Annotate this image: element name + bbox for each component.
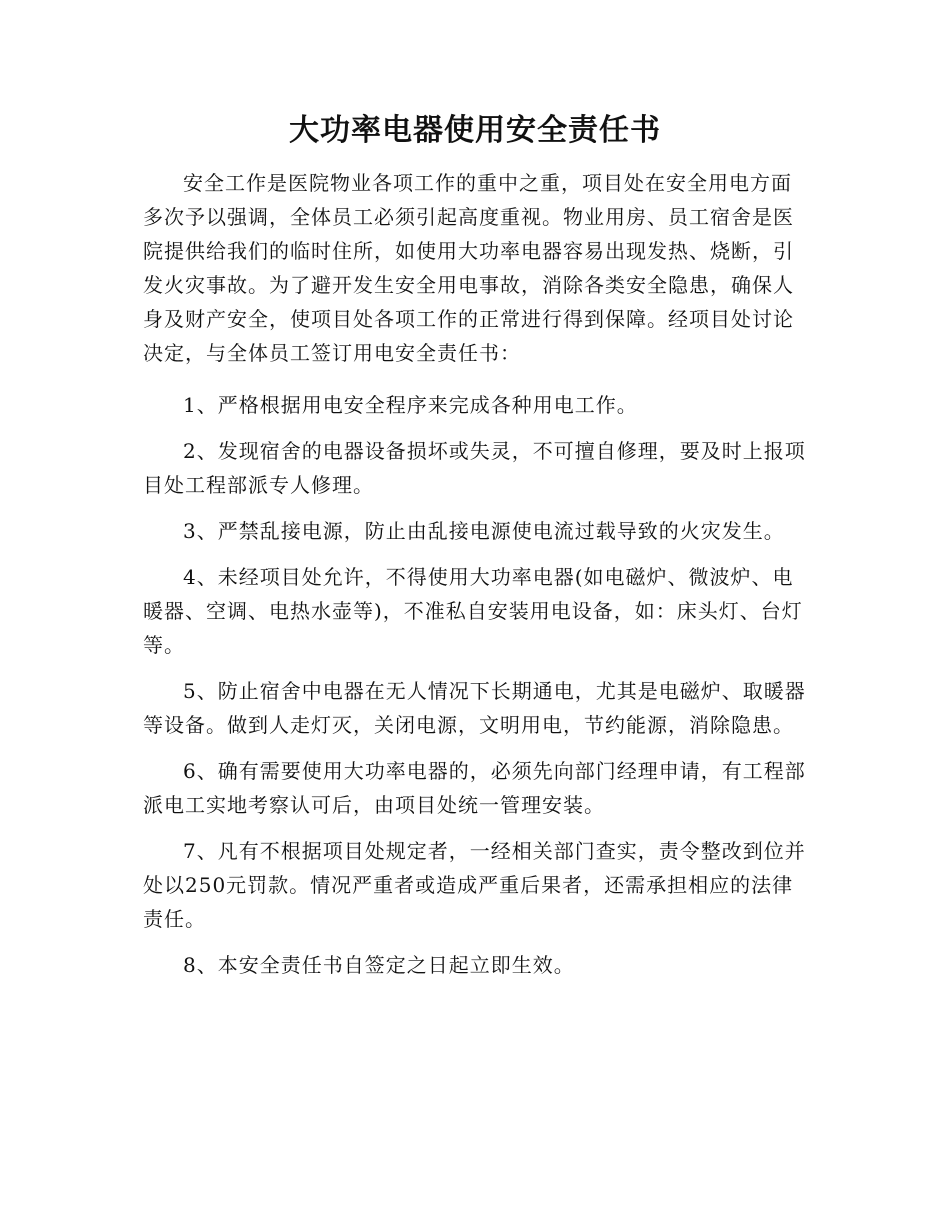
clause-3: 3、严禁乱接电源，防止由乱接电源使电流过载导致的火灾发生。 [183, 519, 785, 543]
document-title: 大功率电器使用安全责任书 [289, 113, 661, 148]
clause-4: 4、未经项目处允许，不得使用大功率电器(如电磁炉、微波炉、电暖器、空调、电热水壶等)，不准私自安装用电设备，如：床头灯、台灯等。 [143, 565, 803, 657]
clause-8: 8、本安全责任书自签定之日起立即生效。 [183, 953, 575, 977]
clause-5: 5、防止宿舍中电器在无人情况下长期通电，尤其是电磁炉、取暖器等设备。做到人走灯灭，关闭电源，文明用电，节约能源，消除隐患。 [143, 679, 806, 737]
clause-7: 7、凡有不根据项目处规定者，一经相关部门查实，责令整改到位并处以250元罚款。情况严重者或造成严重后果者，还需承担相应的法律责任。 [143, 839, 806, 931]
clause-2: 2、发现宿舍的电器设备损坏或失灵，不可擅自修理，要及时上报项目处工程部派专人修理。 [143, 439, 806, 497]
document-body [143, 166, 810, 994]
intro-paragraph: 安全工作是医院物业各项工作的重中之重，项目处在安全用电方面多次予以强调，全体员工必须引起高度重视。物业用房、员工宿舍是医院提供给我们的临时住所，如使用大功率电器容易出现发热、烧断，引发火灾事故。为了避开发生安全用电事故，消除各类安全隐患，确保人身及财产安全，使项目处各项工作的正常进行得到保障。经项目处讨论决定，与全体员工签订用电安全责任书： [143, 171, 794, 365]
clause-6: 6、确有需要使用大功率电器的，必须先向部门经理申请，有工程部派电工实地考察认可后，由项目处统一管理安装。 [143, 759, 806, 817]
clause-1: 1、严格根据用电安全程序来完成各种用电工作。 [183, 393, 638, 417]
